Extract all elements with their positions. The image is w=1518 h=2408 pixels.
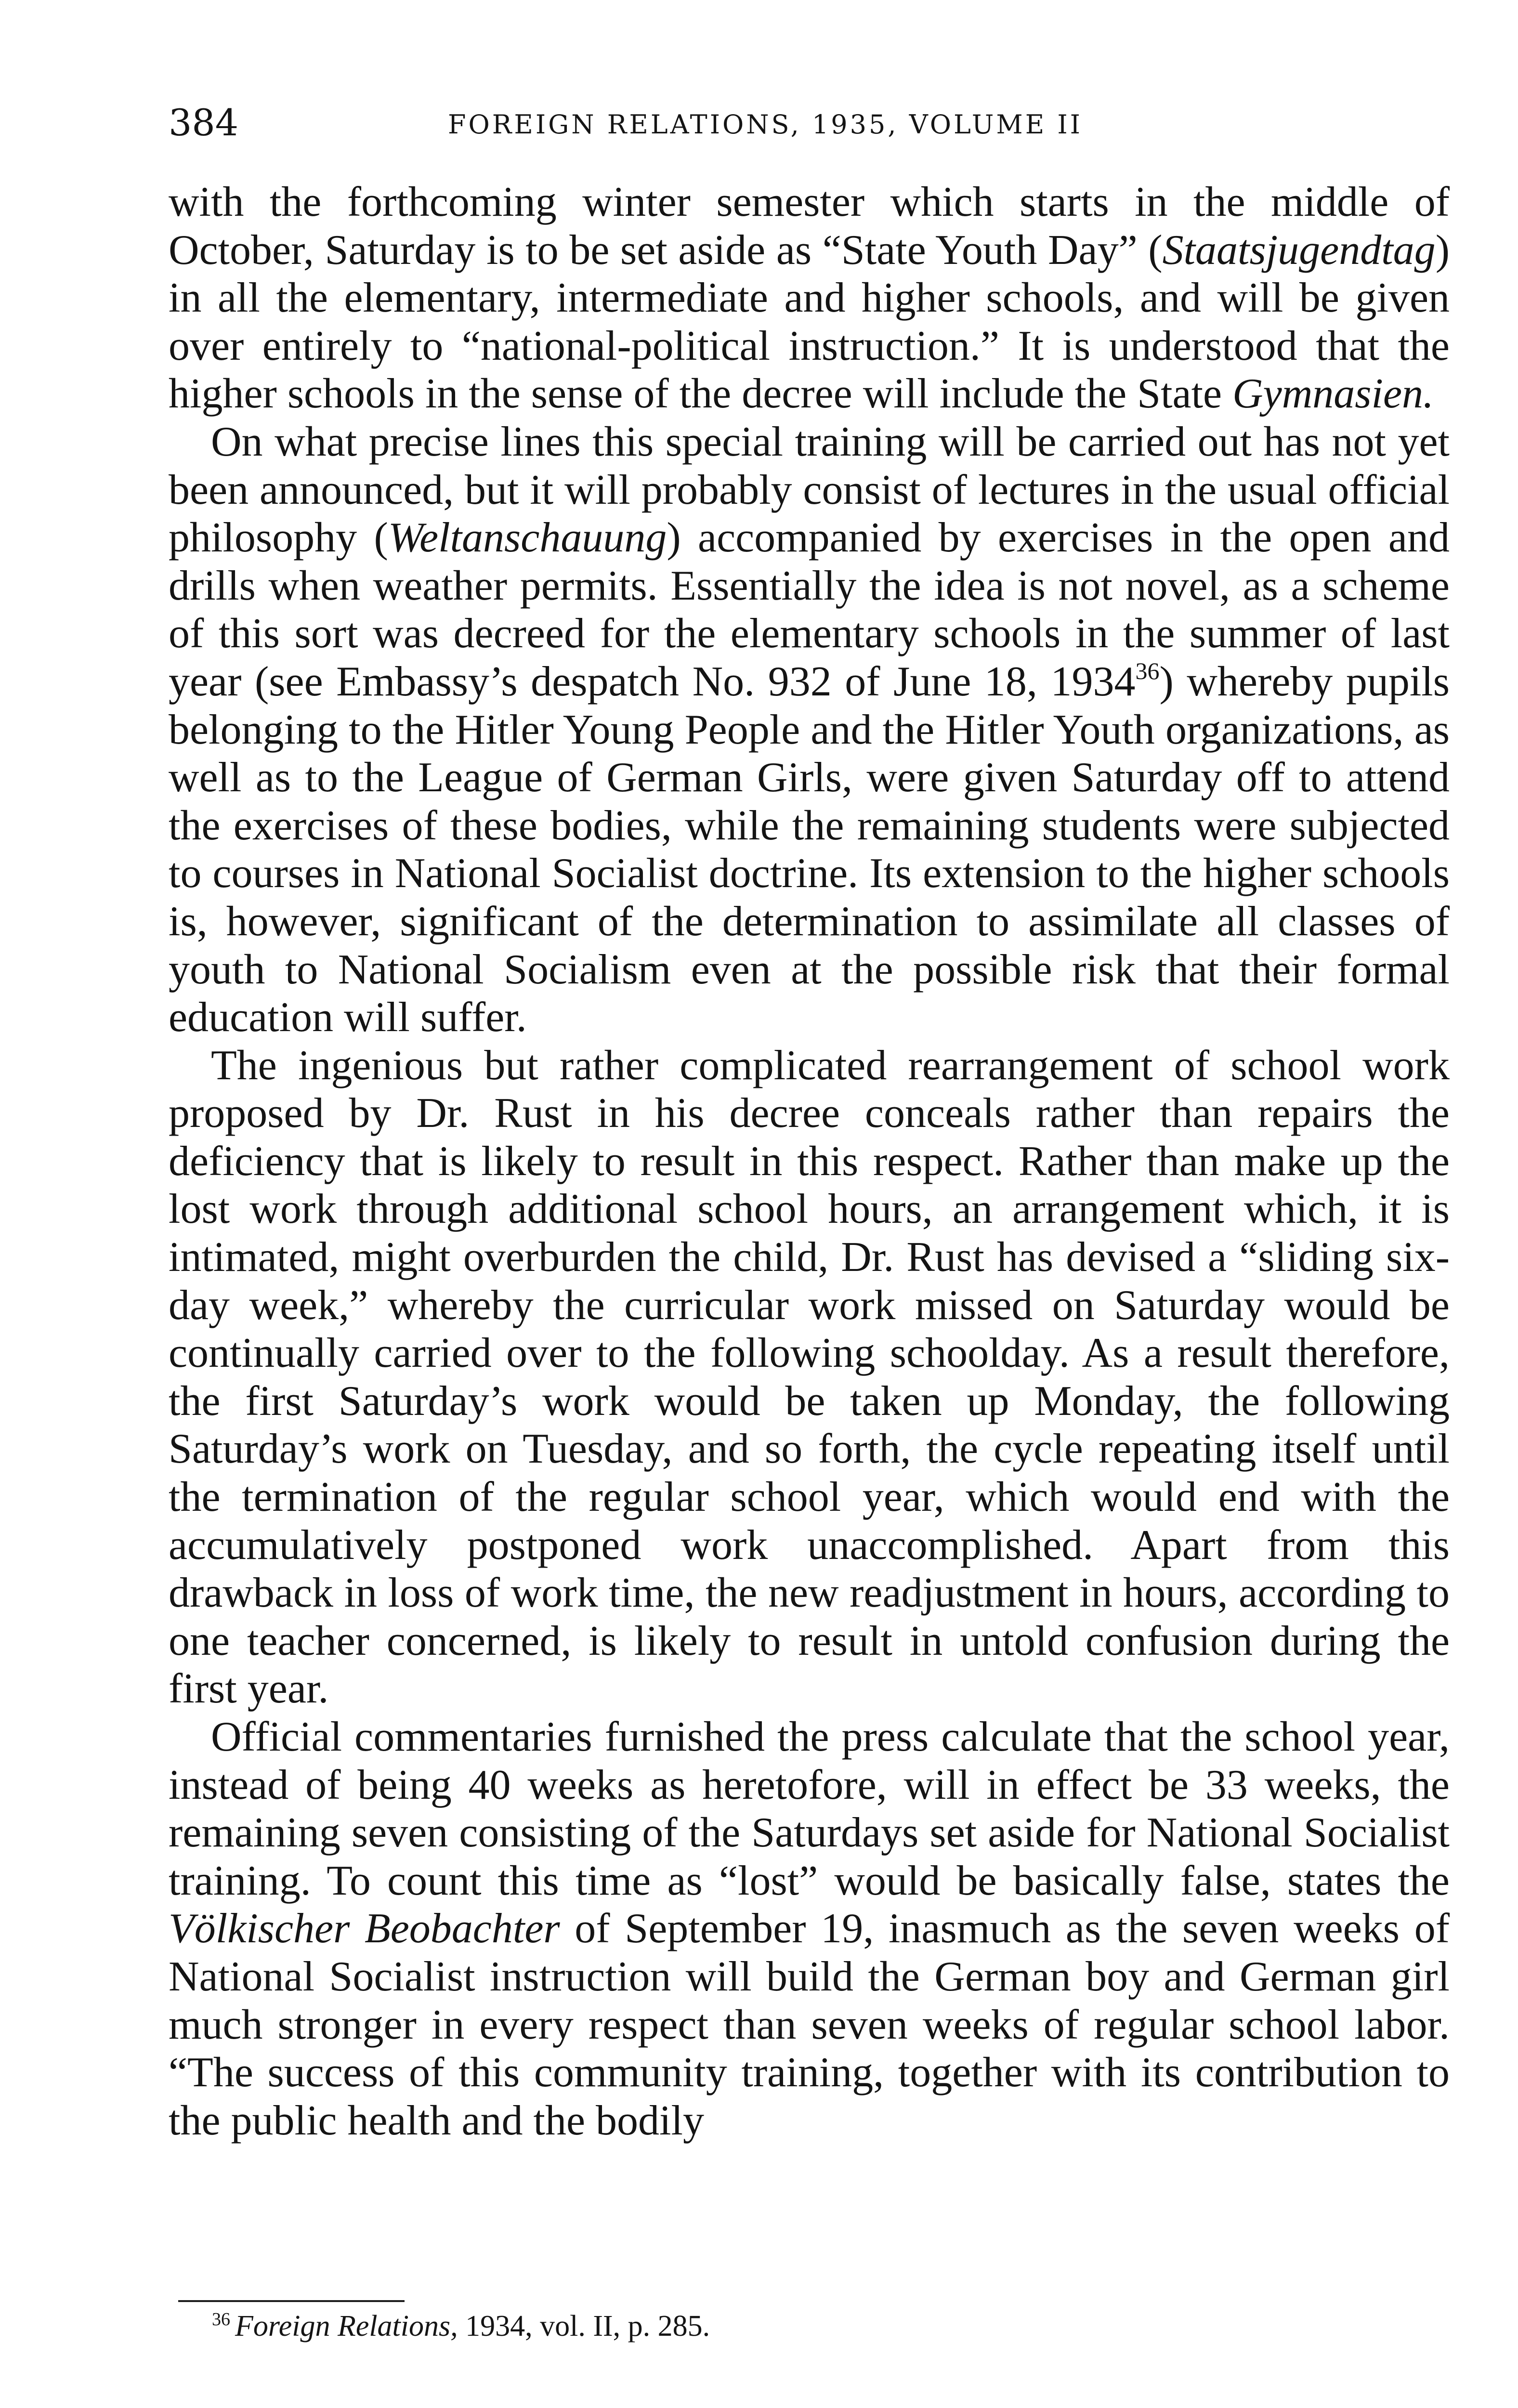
footnote-reference: 36 (1135, 657, 1160, 684)
paragraph-4: Official commentaries furnished the press calculate that the school year, instead of being 40 weeks as heretofore, will in effect be 33 weeks, the remaining seven consisting of the Saturdays set aside for National Socialist training. To count this time as “lost” would be basically false, states the Völkischer Beobachter of September 19, inasmuch as the seven weeks of National Socialist instruction will build the German boy and German girl much stronger in every respect than seven weeks of regular school labor. “The success of this community training, together with its contribution to the public health and the bodily (169, 1714, 1450, 2144)
page-number: 384 (169, 101, 239, 144)
italic-term-gymnasien: Gymnasien. (1232, 370, 1434, 418)
italic-term-voelkischer-beobachter: Völkischer Beobachter (169, 1905, 560, 1952)
paragraph-3: The ingenious but rather complicated rearrangement of school work proposed by Dr. Rust in his decree conceals rather than repairs the deficiency that is likely to result in this respect. Rather than make up the lost work through additional school hours, an arrangement which, it is intimated, might overburden the child, Dr. Rust has devised a “sliding six-day week,” whereby the curricular work missed on Saturday would be continually carried over to the following schoolday. As a result therefore, the first Saturday’s work would be taken up Monday, the following Saturday’s work on Tuesday, and so forth, the cycle repeating itself until the termination of the regular school year, which would end with the accumulatively postponed work unaccomplished. Apart from this drawback in loss of work time, the new readjustment in hours, according to one teacher concerned, is likely to result in untold confusion during the first year. (169, 1042, 1450, 1713)
paragraph-2: On what precise lines this special training will be carried out has not yet been announced, but it will probably consist of lectures in the usual official philosophy (Weltanschauung) accompanied by exercises in the open and drills when weather permits. Essentially the idea is not novel, as a scheme of this sort was decreed for the elementary schools in the summer of last year (see Embassy’s despatch No. 932 of June 18, 1934$^{36}$) whereby pupils belonging to the Hitler Young People and the Hitler Youth organizations, as well as to the League of German Girls, were given Saturday off to attend the exercises of these bodies, while the remaining students were subjected to courses in National Socialist doctrine. Its extension to the higher schools is, however, significant of the determination to assimilate all classes of youth to National Socialism even at the possible risk that their formal education will suffer. (169, 418, 1450, 1041)
footnote (212, 2307, 710, 2345)
running-title: FOREIGN RELATIONS, 1935, VOLUME II (448, 109, 1083, 140)
footnote-source-title: Foreign Relations, (235, 2310, 458, 2343)
footnote-mark: 36 (212, 2309, 230, 2329)
footnote-divider (178, 2300, 405, 2302)
body-text (169, 178, 1450, 2145)
paragraph-1: with the forthcoming winter semester which starts in the middle of October, Saturday is to be set aside as “State Youth Day” (Staatsjugendtag) in all the elementary, intermediate and higher schools, and will be given over entirely to “national-political instruction.” It is understood that the higher schools in the sense of the decree will include the State Gymnasien. (169, 179, 1450, 418)
italic-term-staatsjugendtag: Staatsjugendtag (1162, 226, 1436, 274)
footnote-citation: 1934, vol. II, p. 285. (458, 2310, 710, 2343)
running-head (169, 99, 1450, 157)
italic-term-weltanschauung: Weltanschauung (388, 514, 667, 562)
